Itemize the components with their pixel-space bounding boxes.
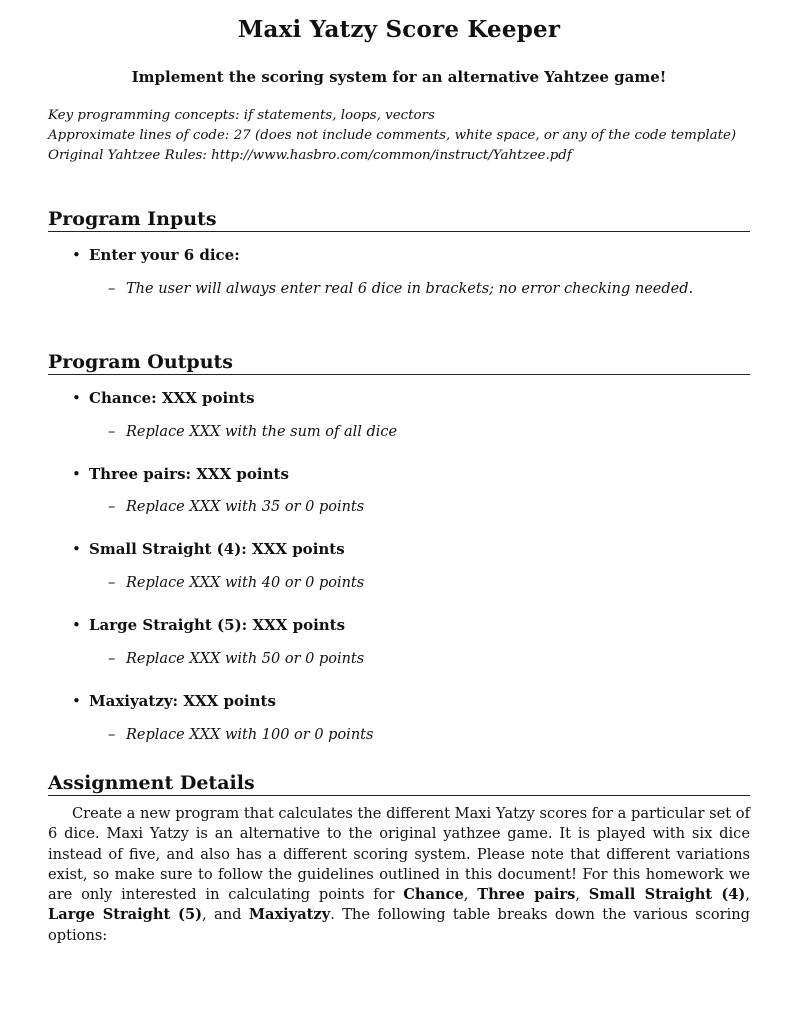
bullet-icon: • xyxy=(72,540,81,558)
details-text-end: . The following table breaks down the various scoring options: xyxy=(48,906,751,944)
output-label: Small Straight (4): XXX points xyxy=(89,540,345,558)
separator: , xyxy=(575,886,589,904)
separator: , xyxy=(745,886,750,904)
bullet-icon: • xyxy=(72,692,81,710)
meta-rules-link: Original Yahtzee Rules: http://www.hasbro.com/common/instruct/Yahtzee.pdf xyxy=(48,148,572,163)
meta-info xyxy=(48,106,750,166)
dash-icon: – xyxy=(108,727,116,743)
list-subitem xyxy=(108,424,748,440)
list-subitem xyxy=(108,727,748,743)
input-label: Enter your 6 dice: xyxy=(89,246,240,264)
page-subtitle: Implement the scoring system for an alternative Yahtzee game! xyxy=(131,68,667,86)
term-chance: Chance xyxy=(403,886,464,904)
dash-icon: – xyxy=(108,499,116,515)
list-item xyxy=(72,540,742,558)
details-text: Create a new program that calculates the different Maxi Yatzy scores for a particular set of 6 dice. Maxi Yatzy is an alternative to the original yathzee game. It is played with six dice instead of five, and also has a different scoring system. Please note that different variations exist, so make sure to follow the guidelines outlined in this document! For this homework we are only interested in calculating points for xyxy=(48,805,750,904)
section-heading-details: Assignment Details xyxy=(48,772,750,796)
output-detail: Replace XXX with the sum of all dice xyxy=(126,424,398,440)
list-subitem xyxy=(108,281,748,297)
output-detail: Replace XXX with 40 or 0 points xyxy=(126,575,365,591)
list-item xyxy=(72,616,742,634)
section-heading-outputs: Program Outputs xyxy=(48,351,750,375)
list-item xyxy=(72,246,742,264)
list-item xyxy=(72,692,742,710)
dash-icon: – xyxy=(108,281,116,297)
output-label: Chance: XXX points xyxy=(89,389,255,407)
list-item xyxy=(72,465,742,483)
term-three-pairs: Three pairs xyxy=(477,886,576,904)
list-item xyxy=(72,389,742,407)
output-label: Three pairs: XXX points xyxy=(89,465,289,483)
dash-icon: – xyxy=(108,424,116,440)
separator: , and xyxy=(202,906,249,924)
output-detail: Replace XXX with 100 or 0 points xyxy=(126,727,374,743)
details-paragraph xyxy=(48,804,750,946)
output-detail: Replace XXX with 50 or 0 points xyxy=(126,651,365,667)
input-detail: The user will always enter real 6 dice in brackets; no error checking needed. xyxy=(126,281,694,297)
output-label: Large Straight (5): XXX points xyxy=(89,616,346,634)
output-detail: Replace XXX with 35 or 0 points xyxy=(126,499,365,515)
list-subitem xyxy=(108,499,748,515)
section-heading-inputs: Program Inputs xyxy=(48,208,750,232)
page-title: Maxi Yatzy Score Keeper xyxy=(237,16,561,43)
term-large-straight: Large Straight (5) xyxy=(48,906,203,924)
separator: , xyxy=(463,886,478,904)
dash-icon: – xyxy=(108,651,116,667)
bullet-icon: • xyxy=(72,465,81,483)
meta-concepts: Key programming concepts: if statements, loops, vectors xyxy=(48,108,435,123)
output-label: Maxiyatzy: XXX points xyxy=(89,692,276,710)
meta-lines-of-code: Approximate lines of code: 27 (does not include comments, white space, or any of the code template) xyxy=(48,128,737,143)
list-subitem xyxy=(108,575,748,591)
bullet-icon: • xyxy=(72,389,81,407)
bullet-icon: • xyxy=(72,616,81,634)
bullet-icon: • xyxy=(72,246,81,264)
term-maxiyatzy: Maxiyatzy xyxy=(248,906,331,924)
list-subitem xyxy=(108,651,748,667)
dash-icon: – xyxy=(108,575,116,591)
term-small-straight: Small Straight (4) xyxy=(588,886,746,904)
